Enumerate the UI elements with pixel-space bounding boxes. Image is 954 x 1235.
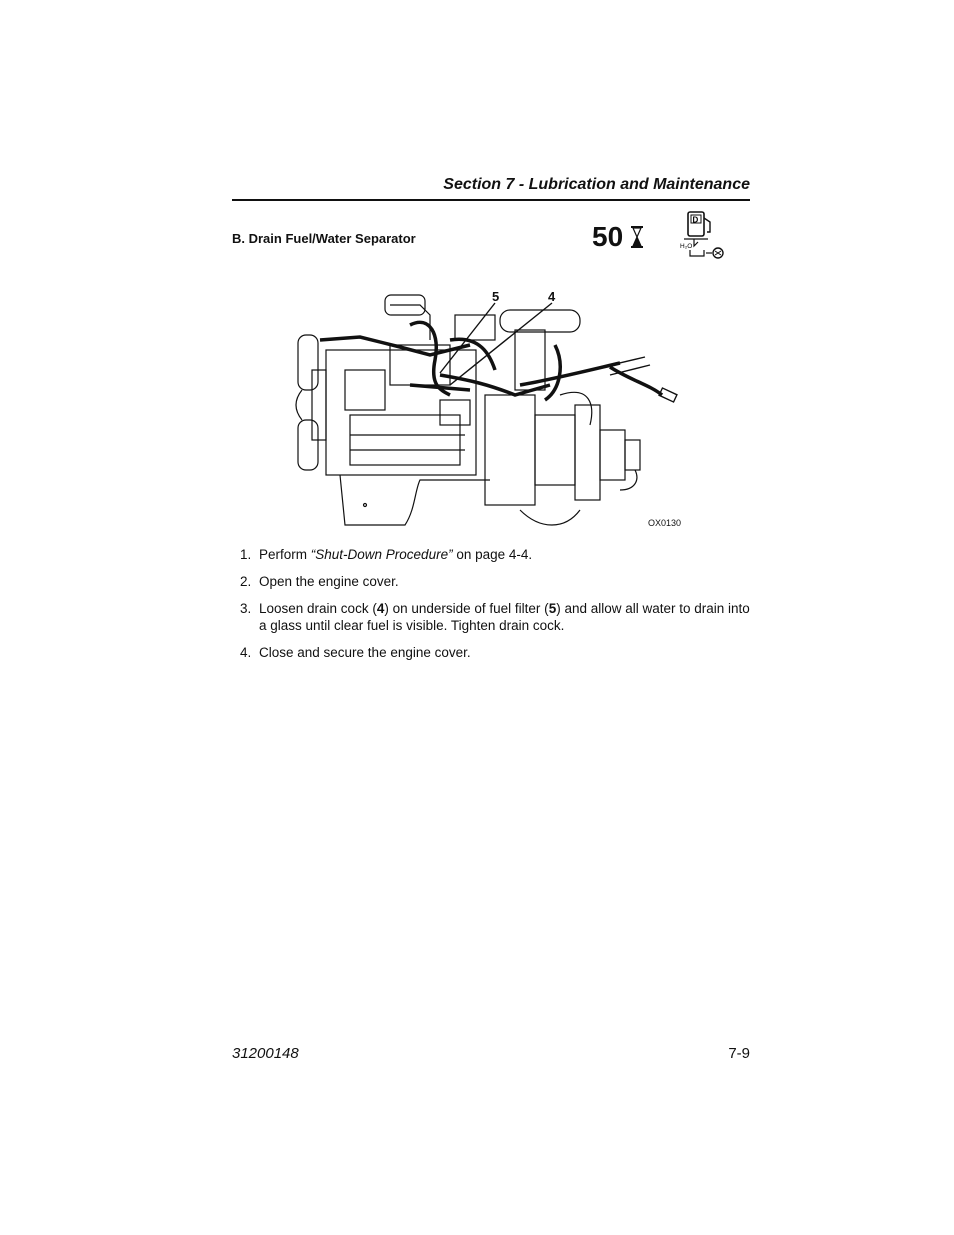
procedure-title: B. Drain Fuel/Water Separator: [232, 231, 416, 246]
engine-illustration: [290, 285, 700, 540]
step-text: Loosen drain cock (: [259, 601, 377, 616]
header-rule: [232, 199, 750, 201]
step-text: ) on underside of fuel filter (: [384, 601, 549, 616]
document-number: 31200148: [232, 1045, 299, 1062]
water-symbol: H₂O: [680, 243, 693, 250]
callout-ref-5: 5: [548, 601, 557, 616]
callout-5: 5: [492, 289, 500, 304]
step-number: 4.: [240, 645, 252, 660]
callout-4: 4: [548, 289, 556, 304]
hourglass-icon: [630, 226, 644, 248]
step-text: ) and allow all water to drain into a glass until clear fuel is visible. Tighten drain cock.: [259, 601, 750, 633]
section-title: Section 7 - Lubrication and Maintenance: [443, 176, 750, 193]
step-number: 1.: [240, 547, 252, 562]
step-text: on page 4-4.: [452, 547, 533, 562]
page-number: 7-9: [728, 1045, 750, 1062]
fuel-icon-letter: D: [692, 215, 699, 225]
figure-id: OX0130: [648, 518, 682, 528]
callout-ref-4: 4: [376, 601, 385, 616]
list-item: [240, 644, 750, 661]
procedure-reference-link[interactable]: “Shut-Down Procedure”: [310, 547, 453, 562]
service-interval: 50: [592, 221, 624, 252]
procedure-steps: [240, 546, 750, 671]
step-text: Perform: [259, 547, 311, 562]
engine-drawing: [290, 285, 700, 535]
step-text: Open the engine cover.: [259, 574, 399, 589]
step-number: 2.: [240, 574, 252, 589]
fuel-water-drain-icon: [680, 210, 726, 262]
step-number: 3.: [240, 601, 252, 616]
list-item: [240, 600, 750, 634]
list-item: [240, 546, 750, 563]
list-item: [240, 573, 750, 590]
step-text: Close and secure the engine cover.: [259, 645, 471, 660]
